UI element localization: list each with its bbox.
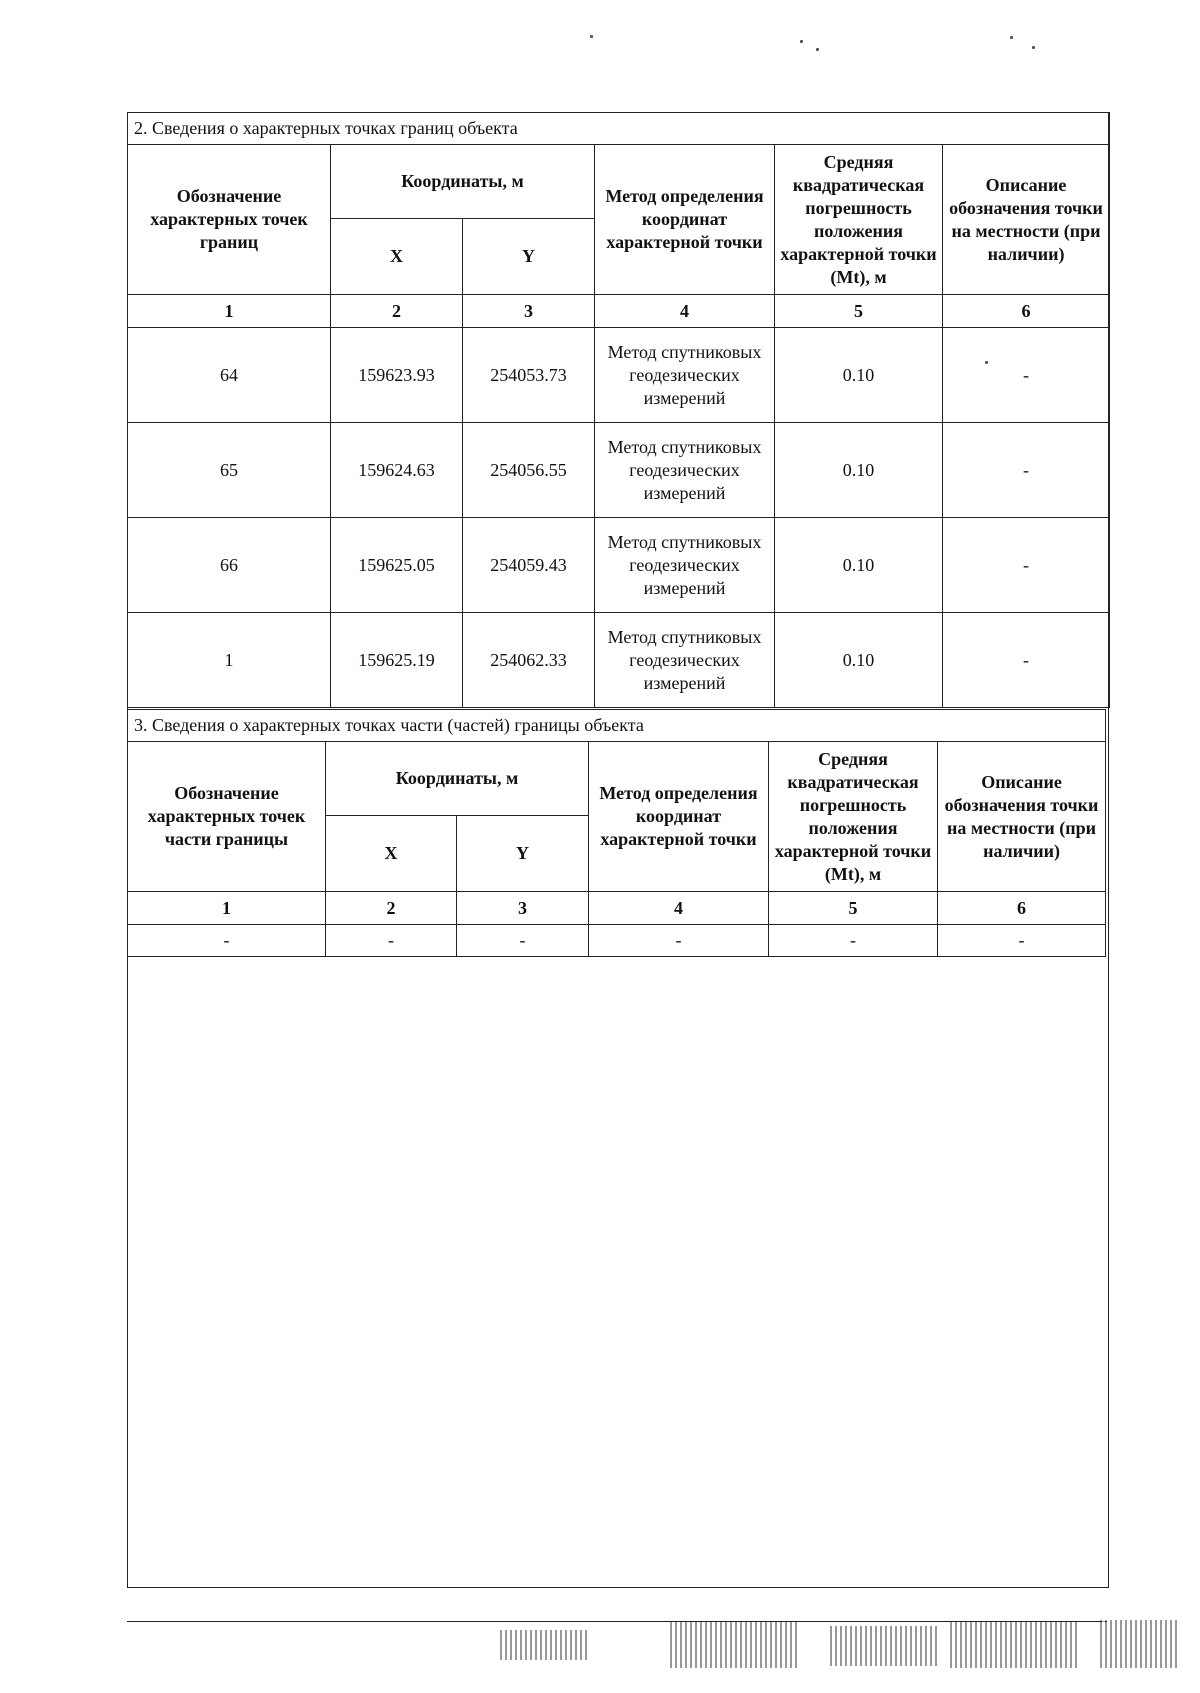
column-number: 6 [943,295,1110,328]
column-number: 4 [595,295,775,328]
coord-y: 254059.43 [463,518,595,613]
header-method: Метод определения координат характерной точки [595,145,775,295]
scan-speck [985,361,988,364]
scan-speck [816,48,819,51]
column-number: 5 [769,892,938,925]
scan-noise [670,1622,800,1668]
table-row [128,328,1110,423]
scan-noise [500,1630,590,1660]
description: - [943,518,1110,613]
coord-x: 159623.93 [331,328,463,423]
scan-noise [1100,1620,1180,1668]
header-error: Средняя квадратическая погрешность положения характерной точки (Mt), м [775,145,943,295]
coord-x: - [326,925,457,957]
table-row [128,518,1110,613]
coord-y: - [457,925,589,957]
header-coordinates: Координаты, м [326,742,589,816]
header-description: Описание обозначения точки на местности (при наличии) [943,145,1110,295]
table-row [128,925,1106,957]
column-number: 1 [128,295,331,328]
scan-noise [830,1626,940,1666]
method: Метод спутниковых геодезических измерений [595,518,775,613]
header-method: Метод определения координат характерной точки [589,742,769,892]
coord-x: 159625.05 [331,518,463,613]
scan-speck [1010,36,1013,39]
table-row [128,613,1110,708]
description: - [943,423,1110,518]
error-value: 0.10 [775,613,943,708]
table-row [128,423,1110,518]
header-x: X [331,219,463,295]
column-number: 1 [128,892,326,925]
coord-y: 254053.73 [463,328,595,423]
boundary-points-table [127,112,1110,708]
point-designation: 66 [128,518,331,613]
method: Метод спутниковых геодезических измерений [595,423,775,518]
scan-speck [590,35,593,38]
point-designation: 64 [128,328,331,423]
error-value: 0.10 [775,423,943,518]
column-number: 2 [331,295,463,328]
point-designation: 1 [128,613,331,708]
column-number: 2 [326,892,457,925]
coord-x: 159624.63 [331,423,463,518]
description: - [943,613,1110,708]
scan-speck [800,40,803,43]
description: - [938,925,1106,957]
method: Метод спутниковых геодезических измерений [595,328,775,423]
header-coordinates: Координаты, м [331,145,595,219]
section-2-title: 2. Сведения о характерных точках границ объекта [128,113,1110,145]
point-designation: - [128,925,326,957]
column-number: 6 [938,892,1106,925]
header-y: Y [457,816,589,892]
column-number: 3 [457,892,589,925]
header-designation: Обозначение характерных точек границ [128,145,331,295]
error-value: 0.10 [775,328,943,423]
description: - [943,328,1110,423]
column-number: 3 [463,295,595,328]
header-x: X [326,816,457,892]
coord-y: 254062.33 [463,613,595,708]
header-designation: Обозначение характерных точек части границы [128,742,326,892]
method: Метод спутниковых геодезических измерений [595,613,775,708]
scan-noise [950,1622,1080,1668]
part-boundary-points-table [127,709,1106,957]
coord-x: 159625.19 [331,613,463,708]
column-number: 4 [589,892,769,925]
method: - [589,925,769,957]
header-description: Описание обозначения точки на местности (при наличии) [938,742,1106,892]
column-number: 5 [775,295,943,328]
error-value: - [769,925,938,957]
header-error: Средняя квадратическая погрешность положения характерной точки (Mt), м [769,742,938,892]
error-value: 0.10 [775,518,943,613]
scan-speck [1032,46,1035,49]
point-designation: 65 [128,423,331,518]
coord-y: 254056.55 [463,423,595,518]
header-y: Y [463,219,595,295]
section-3-title: 3. Сведения о характерных точках части (частей) границы объекта [128,710,1106,742]
